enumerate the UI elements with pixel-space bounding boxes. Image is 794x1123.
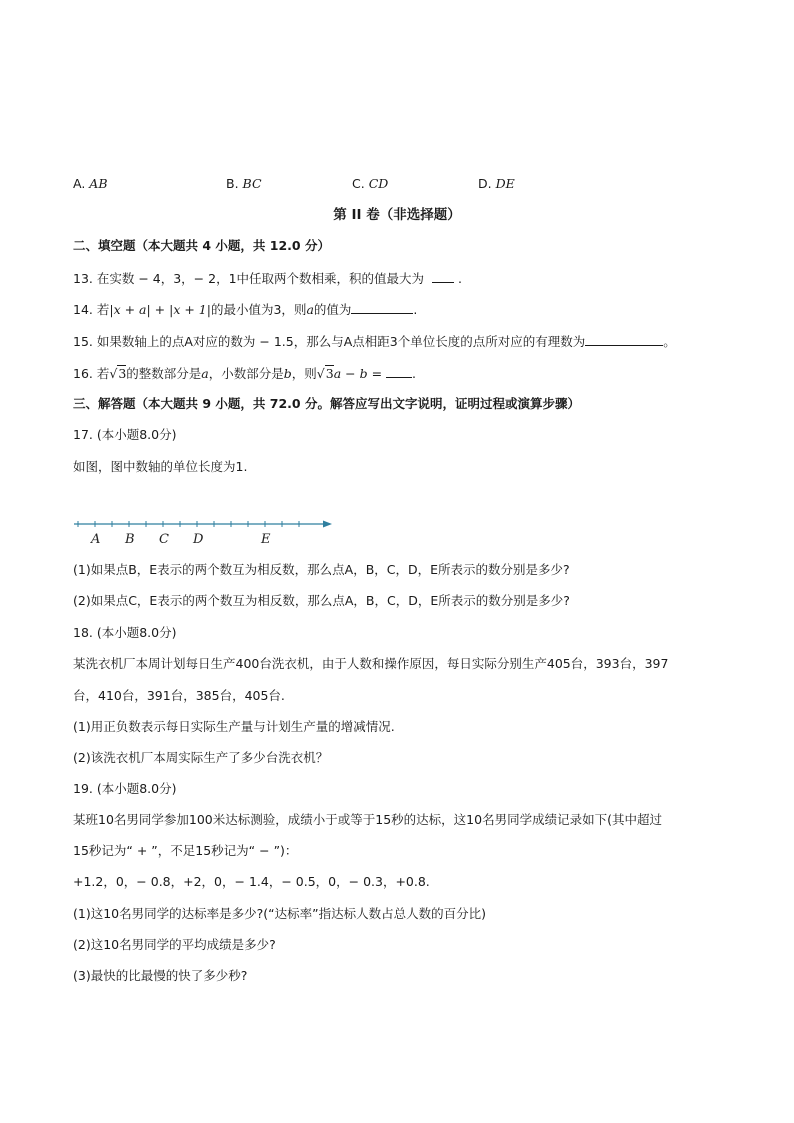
- question-15: [73, 333, 676, 350]
- question-16-part3: ，则: [291, 366, 317, 381]
- number-line-label-c: C: [159, 532, 169, 547]
- question-15-text: 15. 如果数轴上的点A对应的数为 − 1.5，那么与A点相距3个单位长度的点所对应的有理数为: [73, 334, 586, 349]
- question-18-line-1: 某洗衣机厂本周计划每日生产400台洗衣机，由于人数和操作原因，每日实际分别生产405台，393台，397: [73, 656, 669, 671]
- number-line-label-b: B: [125, 532, 135, 547]
- choice-a: A. AB: [73, 176, 108, 191]
- question-16-expression: a − b =: [333, 366, 383, 381]
- question-19-line-1: 某班10名男同学参加100米达标测验，成绩小于或等于15秒的达标，这10名男同学成绩记录如下(其中超过: [73, 812, 662, 827]
- question-14-middle: 的最小值为3，则: [210, 302, 307, 317]
- answer-blank: [351, 301, 413, 314]
- question-15-end: 。: [663, 334, 676, 349]
- question-17-header: 17. (本小题8.0分): [73, 427, 177, 442]
- variable-a: a: [201, 366, 209, 381]
- question-13-end: .: [458, 271, 462, 286]
- choice-c: C. CD: [352, 176, 389, 191]
- question-19-part-1: (1)这10名男同学的达标率是多少?(“达标率”指达标人数占总人数的百分比): [73, 906, 486, 921]
- solve-heading: 三、解答题（本大题共 9 小题，共 72.0 分。解答应写出文字说明，证明过程或演算步骤）: [73, 396, 580, 411]
- question-18-part-1: (1)用正负数表示每日实际生产量与计划生产量的增减情况.: [73, 719, 395, 734]
- number-line-figure: [70, 515, 335, 549]
- question-16-end: .: [412, 366, 417, 381]
- number-line-arrow: [323, 521, 332, 528]
- question-14-end: .: [413, 302, 418, 317]
- number-line-labels: [90, 532, 271, 547]
- question-19-data: +1.2，0，− 0.8，+2，0，− 1.4，− 0.5，0，− 0.3，+0.8.: [73, 874, 430, 889]
- question-19-part-2: (2)这10名男同学的平均成绩是多少?: [73, 937, 276, 952]
- answer-blank: [585, 333, 663, 346]
- question-18-part-2: (2)该洗衣机厂本周实际生产了多少台洗衣机？: [73, 750, 329, 765]
- sqrt-symbol: √3: [316, 366, 334, 381]
- question-17-part-2: (2)如果点C，E表示的两个数互为相反数，那么点A，B，C，D，E所表示的数分别是多少?: [73, 593, 570, 608]
- question-18-line-2: 台，410台，391台，385台，405台.: [73, 688, 285, 703]
- question-19-line-2: 15秒记为“ + ”，不足15秒记为“ − ”)：: [73, 843, 298, 858]
- answer-blank: [432, 270, 454, 283]
- question-14-prefix: 14. 若: [73, 302, 110, 317]
- question-14-variable: a: [306, 302, 314, 317]
- question-19-header: 19. (本小题8.0分): [73, 781, 177, 796]
- question-13: [73, 270, 462, 287]
- choice-d: D. DE: [478, 176, 515, 191]
- question-14: [73, 301, 417, 318]
- question-17-part-1: (1)如果点B，E表示的两个数互为相反数，那么点A，B，C，D，E所表示的数分别是多少?: [73, 562, 570, 577]
- question-18-header: 18. (本小题8.0分): [73, 625, 177, 640]
- sqrt-symbol: √3: [109, 366, 127, 381]
- number-line-label-e: E: [261, 532, 271, 547]
- variable-b: b: [283, 366, 292, 381]
- question-16-prefix: 16. 若: [73, 366, 110, 381]
- radicand: 3: [325, 366, 334, 381]
- answer-blank: [386, 365, 412, 378]
- question-14-suffix: 的值为: [313, 302, 352, 317]
- radicand: 3: [118, 366, 127, 381]
- number-line-label-d: D: [193, 532, 204, 547]
- question-17-intro: 如图，图中数轴的单位长度为1.: [73, 459, 248, 474]
- question-14-expression: |x + a| + |x + 1|: [109, 302, 211, 317]
- question-13-text: 13. 在实数 − 4，3，− 2，1中任取两个数相乘，积的值最大为: [73, 271, 425, 286]
- fill-in-heading: 二、填空题（本大题共 4 小题，共 12.0 分）: [73, 238, 330, 253]
- section-title: 第 II 卷（非选择题）: [333, 207, 461, 223]
- question-19-part-3: (3)最快的比最慢的快了多少秒?: [73, 968, 248, 983]
- question-16-part2: ，小数部分是: [208, 366, 284, 381]
- question-16: [73, 365, 416, 382]
- number-line-label-a: A: [91, 532, 101, 547]
- choice-b: B. BC: [226, 176, 262, 191]
- question-16-part1: 的整数部分是: [126, 366, 202, 381]
